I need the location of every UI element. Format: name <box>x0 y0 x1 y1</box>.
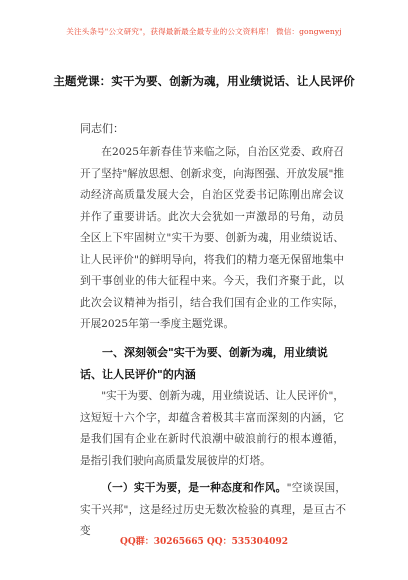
section-heading-1: 一、深刻领会"实干为要、创新为魂，用业绩说话、让人民评价"的内涵 <box>80 346 328 381</box>
intro-paragraph: 在2025年新春佳节来临之际，自治区党委、政府召开了坚持"解放思想、创新求变，向海图强、开放发展"推动经济高质量发展大会，自治区党委书记陈刚出席会议并作了重要讲话。此次大会犹如一声激昂的号角，动员全区上下牢固树立"实干为要、创新为魂，用业绩说话、让人民评价"的鲜明导向，将我们的精力毫无保留地集中到干事创业的伟大征程中来。今天，我们齐聚于此，以此次会议精神为指引，结合我们国有企业的工作实际，开展2025年第一季度主题党课。 <box>80 146 344 330</box>
document-title: 主题党课：实干为要、创新为魂，用业绩说话、让人民评价 <box>53 74 355 88</box>
header-promo-note: 关注头条号"公文研究"，获得最新最全最专业的公文资料库！ 微信：gongwenyj <box>66 27 342 36</box>
subsection-1-text: "空谈误国，实干兴邦"，这是经过历史无数次检验的真理，是亘古不变 <box>80 482 346 537</box>
footer-contact-note: QQ群：30265665 QQ：535304092 <box>120 537 288 547</box>
subsection-1-heading: （一）实干为要，是一种态度和作风。 <box>101 482 287 494</box>
section-1-paragraph: "实干为要、创新为魂，用业绩说话、让人民评价"，这短短十六个字，却蕴含着极其丰富而深刻的内涵，它是我们国有企业在新时代浪潮中破浪前行的根本遵循，是指引我们驶向高质量发展彼岸的灯塔。 <box>80 390 344 467</box>
subsection-1 <box>80 478 346 543</box>
salutation: 同志们： <box>80 122 124 135</box>
